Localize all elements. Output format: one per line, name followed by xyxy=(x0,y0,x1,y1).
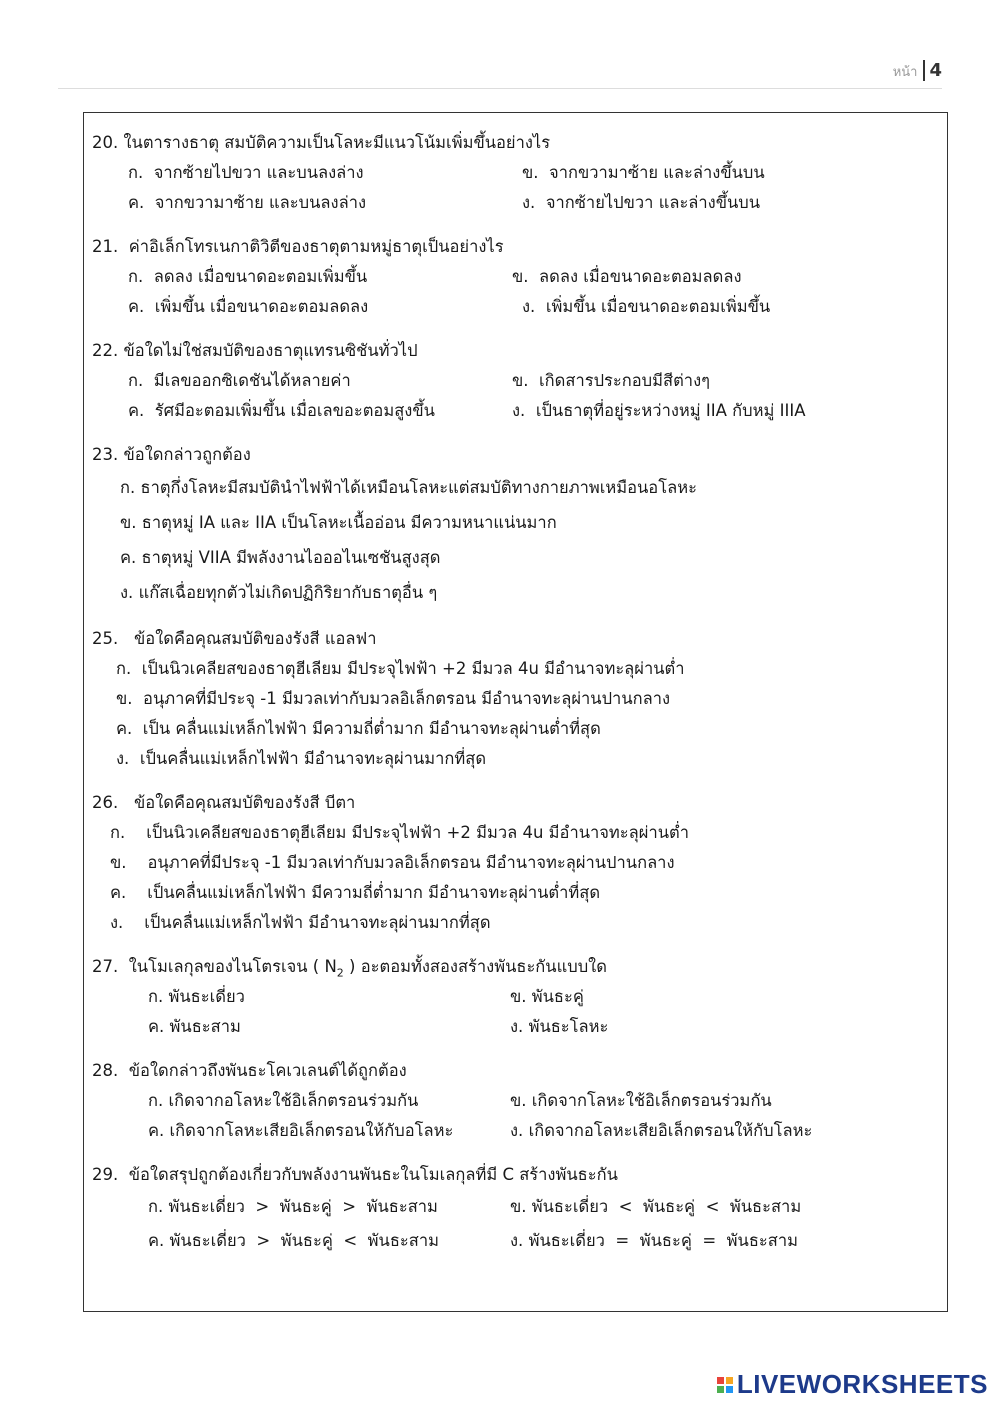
logo-text: LIVEWORKSHEETS xyxy=(736,1369,988,1399)
question-stem-end: ) อะตอมทั้งสองสร้างพันธะกันแบบใด xyxy=(343,957,607,976)
option-d[interactable]: ง. จากซ้ายไปขวา และล่างขึ้นบน xyxy=(522,193,761,212)
page-header xyxy=(893,60,942,82)
question-stem: ข้อใดกล่าวถึงพันธะโคเวเลนต์ได้ถูกต้อง xyxy=(128,1061,407,1080)
option-a[interactable]: ก. พันธะเดี่ยว xyxy=(148,987,245,1006)
option-a[interactable]: ก. จากซ้ายไปขวา และบนลงล่าง xyxy=(128,163,364,182)
question-stem: ข้อใดคือคุณสมบัติของรังสี บีตา xyxy=(134,793,356,812)
question-stem: ในโมเลกุลของไนโตรเจน ( N xyxy=(128,957,337,976)
question-22 xyxy=(92,336,942,426)
question-stem: ค่าอิเล็กโทรเนกาติวิตีของธาตุตามหมู่ธาตุเป็นอย่างไร xyxy=(128,237,504,256)
option-b[interactable]: ข. พันธะเดี่ยว < พันธะคู่ < พันธะสาม xyxy=(510,1197,802,1216)
option-c[interactable]: ค. เป็นคลื่นแม่เหล็กไฟฟ้า มีความถี่ต่ำมาก มีอำนาจทะลุผ่านต่ำที่สุด xyxy=(110,883,601,902)
question-text xyxy=(92,788,942,818)
question-number: 25. xyxy=(92,629,119,648)
option-b[interactable]: ข. เกิดจากโลหะใช้อิเล็กตรอนร่วมกัน xyxy=(510,1091,772,1110)
question-text xyxy=(92,1056,942,1086)
question-stem: ข้อใดสรุปถูกต้องเกี่ยวกับพลังงานพันธะในโมเลกุลที่มี C สร้างพันธะกัน xyxy=(128,1165,618,1184)
option-d[interactable]: ง. เพิ่มขึ้น เมื่อขนาดอะตอมเพิ่มขึ้น xyxy=(522,297,771,316)
option-a[interactable]: ก. มีเลขออกซิเดชันได้หลายค่า xyxy=(128,371,351,390)
option-c[interactable]: ค. พันธะสาม xyxy=(148,1017,241,1036)
question-text xyxy=(92,336,942,366)
option-a[interactable]: ก. พันธะเดี่ยว > พันธะคู่ > พันธะสาม xyxy=(148,1197,438,1216)
option-c[interactable]: ค. เพิ่มขึ้น เมื่อขนาดอะตอมลดลง xyxy=(128,297,369,316)
option-a[interactable]: ก. เป็นนิวเคลียสของธาตุฮีเลียม มีประจุไฟฟ้า +2 มีมวล 4u มีอำนาจทะลุผ่านต่ำ xyxy=(110,823,689,842)
subscript: 2 xyxy=(336,966,344,980)
question-list xyxy=(92,128,942,1272)
question-text xyxy=(92,128,942,158)
option-d[interactable]: ง. เป็นธาตุที่อยู่ระหว่างหมู่ IIA กับหมู่ IIIA xyxy=(512,401,806,420)
liveworksheets-logo[interactable] xyxy=(717,1369,988,1400)
option-a[interactable]: ก. เกิดจากอโลหะใช้อิเล็กตรอนร่วมกัน xyxy=(148,1091,419,1110)
question-text xyxy=(92,440,942,470)
question-number: 23. xyxy=(92,445,119,464)
option-a[interactable]: ก. ธาตุกึ่งโลหะมีสมบัตินำไฟฟ้าได้เหมือนโลหะแต่สมบัติทางกายภาพเหมือนอโลหะ xyxy=(120,478,697,497)
question-stem: ข้อใดไม่ใช่สมบัติของธาตุแทรนซิชันทั่วไป xyxy=(123,341,418,360)
option-c[interactable]: ค. จากขวามาซ้าย และบนลงล่าง xyxy=(128,193,367,212)
option-c[interactable]: ค. ธาตุหมู่ VIIA มีพลังงานไอออไนเซชันสูงสุด xyxy=(120,548,441,567)
question-20 xyxy=(92,128,942,218)
option-d[interactable]: ง. แก๊สเฉื่อยทุกตัวไม่เกิดปฏิกิริยากับธาตุอื่น ๆ xyxy=(120,583,438,602)
header-divider xyxy=(58,88,942,89)
option-b[interactable]: ข. เกิดสารประกอบมีสีต่างๆ xyxy=(512,371,710,390)
question-27 xyxy=(92,952,942,1042)
option-d[interactable]: ง. พันธะโลหะ xyxy=(510,1017,609,1036)
question-stem: ข้อใดกล่าวถูกต้อง xyxy=(123,445,251,464)
question-23 xyxy=(92,440,942,610)
option-c[interactable]: ค. รัศมีอะตอมเพิ่มขึ้น เมื่อเลขอะตอมสูงขึ้น xyxy=(128,401,435,420)
question-number: 28. xyxy=(92,1061,119,1080)
option-a[interactable]: ก. ลดลง เมื่อขนาดอะตอมเพิ่มขึ้น xyxy=(128,267,368,286)
question-number: 20. xyxy=(92,133,119,152)
question-number: 22. xyxy=(92,341,119,360)
question-number: 27. xyxy=(92,957,119,976)
option-b[interactable]: ข. พันธะคู่ xyxy=(510,987,584,1006)
logo-mark-icon xyxy=(717,1377,733,1393)
option-c[interactable]: ค. เป็น คลื่นแม่เหล็กไฟฟ้า มีความถี่ต่ำมาก มีอำนาจทะลุผ่านต่ำที่สุด xyxy=(116,719,601,738)
option-d[interactable]: ง. เกิดจากอโลหะเสียอิเล็กตรอนให้กับโลหะ xyxy=(510,1121,813,1140)
question-26 xyxy=(92,788,942,938)
option-b[interactable]: ข. ธาตุหมู่ IA และ IIA เป็นโลหะเนื้ออ่อน มีความหนาแน่นมาก xyxy=(120,513,557,532)
question-stem: ข้อใดคือคุณสมบัติของรังสี แอลฟา xyxy=(134,629,377,648)
option-b[interactable]: ข. จากขวามาซ้าย และล่างขึ้นบน xyxy=(522,163,765,182)
question-stem: ในตารางธาตุ สมบัติความเป็นโลหะมีแนวโน้มเพิ่มขึ้นอย่างไร xyxy=(123,133,551,152)
option-d[interactable]: ง. พันธะเดี่ยว = พันธะคู่ = พันธะสาม xyxy=(510,1231,798,1250)
question-21 xyxy=(92,232,942,322)
question-text xyxy=(92,624,942,654)
question-25 xyxy=(92,624,942,774)
option-c[interactable]: ค. พันธะเดี่ยว > พันธะคู่ < พันธะสาม xyxy=(148,1231,439,1250)
page-number: 4 xyxy=(923,60,942,81)
option-c[interactable]: ค. เกิดจากโลหะเสียอิเล็กตรอนให้กับอโลหะ xyxy=(148,1121,454,1140)
question-29 xyxy=(92,1160,942,1258)
question-28 xyxy=(92,1056,942,1146)
option-a[interactable]: ก. เป็นนิวเคลียสของธาตุฮีเลียม มีประจุไฟฟ้า +2 มีมวล 4u มีอำนาจทะลุผ่านต่ำ xyxy=(116,659,685,678)
option-b[interactable]: ข. อนุภาคที่มีประจุ -1 มีมวลเท่ากับมวลอิเล็กตรอน มีอำนาจทะลุผ่านปานกลาง xyxy=(116,689,671,708)
question-text xyxy=(92,1160,942,1190)
option-d[interactable]: ง. เป็นคลื่นแม่เหล็กไฟฟ้า มีอำนาจทะลุผ่านมากที่สุด xyxy=(110,913,491,932)
option-b[interactable]: ข. ลดลง เมื่อขนาดอะตอมลดลง xyxy=(512,267,742,286)
question-number: 26. xyxy=(92,793,119,812)
page-label: หน้า xyxy=(892,65,918,80)
question-number: 29. xyxy=(92,1165,119,1184)
question-text xyxy=(92,952,942,982)
option-d[interactable]: ง. เป็นคลื่นแม่เหล็กไฟฟ้า มีอำนาจทะลุผ่านมากที่สุด xyxy=(116,749,487,768)
question-text xyxy=(92,232,942,262)
question-number: 21. xyxy=(92,237,119,256)
option-b[interactable]: ข. อนุภาคที่มีประจุ -1 มีมวลเท่ากับมวลอิเล็กตรอน มีอำนาจทะลุผ่านปานกลาง xyxy=(110,853,675,872)
